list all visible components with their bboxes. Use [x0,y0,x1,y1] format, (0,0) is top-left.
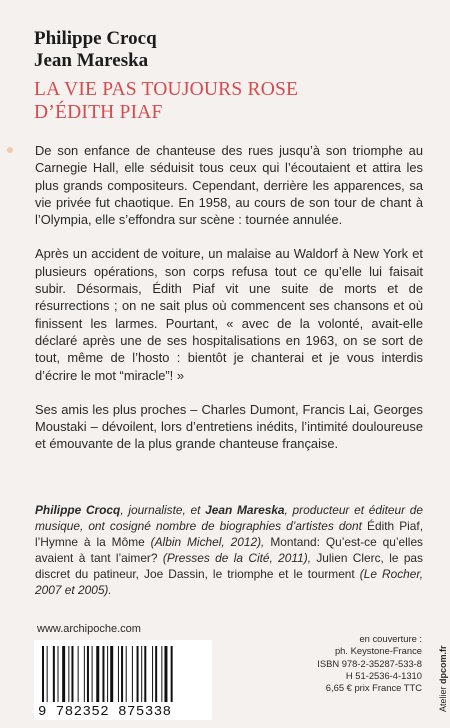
blurb-paragraph: Après un accident de voiture, un malaise au Waldorf à New York et plusieurs opérations, son corps refusa tout ce qu’elle lui faisait subir. Désormais, Édith Piaf vit une suite de morts et de résurrections ; on ne sait plus où commencent ses chansons et où finissent les larmes. Pourtant, « avec de la volonté, avait-elle déclaré après une de ses hospitalisations en 1963, on se sort de tout, même de l’hosto : bientôt je chanterai et je vous interdis d’écrire le mot “miracle”! » [35,246,423,383]
decorative-dot [7,147,13,153]
author-bio: Philippe Crocq, journaliste, et Jean Mareska, producteur et éditeur de musique, ont cosigné nombre de biographies d’artistes dont Édith Piaf, l’Hymne à la Môme (Albin Michel, 2012), Montand: Qu’est-ce qu’elles avaient à tant l’aimer? (Presses de la Cité, 2011), Julien Clerc, le pas discret du patineur, Joe Dassin, le triomphe et le tourment (Le Rocher, 2007 et 2005). [35,503,424,597]
barcode [34,640,212,720]
back-cover-blurb [35,142,423,470]
blurb-paragraph: De son enfance de chanteuse des rues jusqu’à son triomphe au Carnegie Hall, elle séduisit tous ceux qui l’écoutaient et attira les plus grands compositeurs. Cependant, derrière les apparences, sa vie privée fut chaotique. En 1958, au cours de son tour de chant à l’Olympia, elle s’effondra sur scène : tournée annulée. [35,143,423,228]
bio-author-name: Jean Mareska [205,503,285,517]
author-name: Jean Mareska [34,50,149,71]
barcode-digits: 9 782352 875338 [38,704,172,720]
bio-author-name: Philippe Crocq [35,503,121,517]
title-line: LA VIE PAS TOUJOURS ROSE [34,79,299,100]
authors-block [34,28,157,72]
atelier-credit: Atelier dpcom.fr [438,645,448,712]
author-name: Philippe Crocq [34,28,157,49]
title-line: D’ÉDITH PIAF [34,102,163,123]
photo-credit: ph. Keystone-France [334,645,422,657]
credits-block [262,633,422,694]
book-title [34,78,298,124]
publisher-url[interactable]: www.archipoche.com [37,623,141,635]
barcode-bars [40,646,206,704]
cover-credit-label: en couverture : [359,633,422,644]
book-reference: Montand: Qu’est-ce qu’elles avaient à tant l’aimer? [35,535,424,565]
book-reference: Julien Clerc, le pas discret du patineur, Joe Dassin, le triomphe et le tourment [35,551,423,581]
book-reference: Édith Piaf, l’Hymne à la Môme [35,519,424,549]
price: 6,65 € prix France TTC [325,682,422,694]
isbn: ISBN 978-2-35287-533-8 [317,657,422,669]
product-code: H 51-2536-4-1310 [345,669,422,681]
blurb-paragraph: Ses amis les plus proches – Charles Dumont, Francis Lai, Georges Moustaki – dévoilent, lors d’entretiens inédits, l’intimité douloureuse et émouvante de la plus grande chanteuse française. [35,401,423,452]
